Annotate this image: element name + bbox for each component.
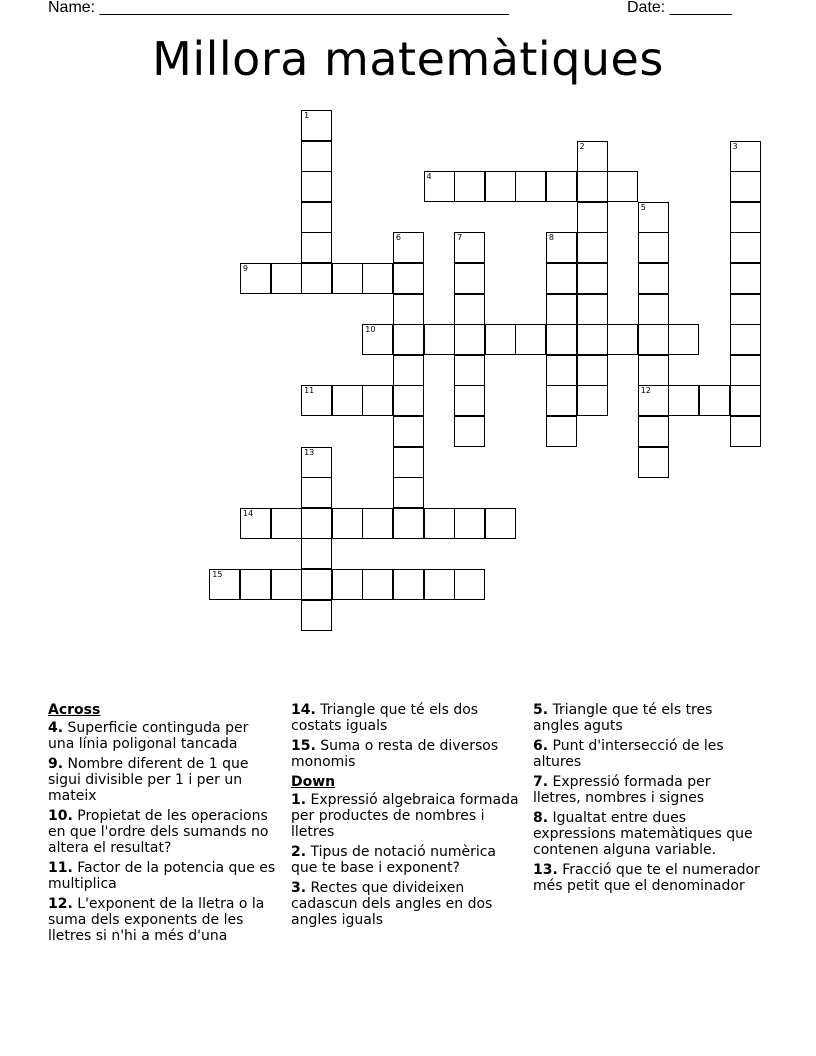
- clue-across-10: [48, 808, 276, 856]
- crossword-cell[interactable]: [301, 538, 332, 569]
- clue-number: 15.: [291, 738, 316, 754]
- crossword-cell[interactable]: [454, 294, 485, 325]
- crossword-cell[interactable]: [485, 324, 516, 355]
- cell-number: 6: [395, 233, 401, 243]
- cell-number: 3: [732, 141, 738, 151]
- clue-number: 9.: [48, 756, 64, 772]
- crossword-cell[interactable]: [546, 232, 577, 263]
- clue-number: 1.: [291, 792, 307, 808]
- crossword-cell[interactable]: [393, 477, 424, 508]
- crossword-cell[interactable]: [638, 324, 669, 355]
- cell-number: 7: [457, 233, 463, 243]
- crossword-cell[interactable]: [699, 385, 730, 416]
- crossword-cell[interactable]: [546, 171, 577, 202]
- crossword-cell[interactable]: [301, 110, 332, 141]
- clue-across-12: [48, 896, 276, 944]
- crossword-cell[interactable]: [301, 508, 332, 539]
- crossword-cell[interactable]: [638, 355, 669, 386]
- crossword-cell[interactable]: [301, 263, 332, 294]
- crossword-cell[interactable]: [332, 508, 363, 539]
- cell-number: 14: [242, 508, 254, 518]
- crossword-cell[interactable]: [546, 385, 577, 416]
- crossword-cell[interactable]: [730, 141, 761, 172]
- clue-number: 8.: [533, 810, 549, 826]
- crossword-cell[interactable]: [577, 324, 608, 355]
- crossword-cell[interactable]: [362, 385, 393, 416]
- crossword-cell[interactable]: [638, 263, 669, 294]
- clue-down-8: [533, 810, 761, 858]
- clue-across-4: [48, 720, 276, 752]
- crossword-cell[interactable]: [577, 171, 608, 202]
- crossword-cell[interactable]: [607, 324, 638, 355]
- crossword-cell[interactable]: [730, 171, 761, 202]
- crossword-cell[interactable]: [301, 385, 332, 416]
- clue-down-7: [533, 774, 761, 806]
- crossword-cell[interactable]: [515, 324, 546, 355]
- page-title: Millora matemàtiques: [152, 32, 664, 86]
- crossword-cell[interactable]: [730, 324, 761, 355]
- crossword-cell[interactable]: [638, 385, 669, 416]
- crossword-cell[interactable]: [546, 263, 577, 294]
- clue-number: 5.: [533, 702, 549, 718]
- clue-text: Fracció que te el numerador més petit que el denominador: [533, 862, 760, 894]
- clue-text: Propietat de les operacions en que l'ordre dels sumands no altera el resultat?: [48, 808, 269, 856]
- crossword-cell[interactable]: [577, 355, 608, 386]
- cell-number: 8: [548, 233, 554, 243]
- clue-text: Triangle que té els tres angles aguts: [533, 702, 713, 734]
- clue-number: 14.: [291, 702, 316, 718]
- crossword-cell[interactable]: [577, 385, 608, 416]
- crossword-cell[interactable]: [362, 569, 393, 600]
- crossword-cell[interactable]: [546, 416, 577, 447]
- crossword-cell[interactable]: [271, 569, 302, 600]
- crossword-cell[interactable]: [638, 447, 669, 478]
- crossword-cell[interactable]: [393, 324, 424, 355]
- cell-number: 9: [242, 264, 248, 273]
- crossword-cell[interactable]: [301, 202, 332, 233]
- crossword-cell[interactable]: [393, 569, 424, 600]
- crossword-cell[interactable]: [485, 171, 516, 202]
- clue-across-14: [291, 702, 519, 734]
- clue-across-9: [48, 756, 276, 804]
- crossword-cell[interactable]: [730, 294, 761, 325]
- clue-number: 13.: [533, 862, 558, 878]
- crossword-cell[interactable]: [393, 355, 424, 386]
- crossword-cell[interactable]: [240, 569, 271, 600]
- down-heading: Down: [291, 774, 336, 790]
- crossword-cell[interactable]: [271, 263, 302, 294]
- crossword-cell[interactable]: [638, 232, 669, 263]
- clue-text: Rectes que divideixen cadascun dels angles en dos angles iguals: [291, 880, 493, 928]
- clue-down-3: [291, 880, 519, 928]
- cell-number: 4: [426, 172, 432, 182]
- crossword-cell[interactable]: [424, 171, 455, 202]
- crossword-cell[interactable]: [393, 385, 424, 416]
- crossword-cell[interactable]: [424, 324, 455, 355]
- crossword-cell[interactable]: [454, 569, 485, 600]
- crossword-cell[interactable]: [332, 263, 363, 294]
- clue-number: 4.: [48, 720, 64, 736]
- crossword-cell[interactable]: [209, 569, 240, 600]
- crossword-cell[interactable]: [362, 324, 393, 355]
- crossword-cell[interactable]: [271, 508, 302, 539]
- crossword-cell[interactable]: [546, 294, 577, 325]
- crossword-cell[interactable]: [301, 600, 332, 631]
- crossword-cell[interactable]: [393, 416, 424, 447]
- cell-number: 13: [304, 447, 315, 457]
- crossword-cell[interactable]: [393, 447, 424, 478]
- crossword-cell[interactable]: [638, 202, 669, 233]
- clue-text: Expressió formada per lletres, nombres i signes: [533, 774, 711, 806]
- clue-text: Expressió algebraica formada per productes de nombres i lletres: [291, 792, 519, 840]
- crossword-cell[interactable]: [332, 385, 363, 416]
- clues-column-2: [291, 702, 519, 932]
- crossword-cell[interactable]: [454, 385, 485, 416]
- crossword-cell[interactable]: [577, 294, 608, 325]
- crossword-cell[interactable]: [730, 355, 761, 386]
- crossword-cell[interactable]: [577, 263, 608, 294]
- crossword-cell[interactable]: [730, 232, 761, 263]
- across-heading: Across: [48, 702, 101, 718]
- clue-text: Igualtat entre dues expressions matemàtiques que contenen alguna variable.: [533, 810, 753, 858]
- crossword-cell[interactable]: [362, 263, 393, 294]
- cell-number: 5: [640, 202, 646, 212]
- cell-number: 10: [365, 325, 376, 335]
- crossword-cell[interactable]: [332, 569, 363, 600]
- clue-text: Factor de la potencia que es multiplica: [48, 860, 276, 892]
- clue-number: 6.: [533, 738, 549, 754]
- clue-text: Nombre diferent de 1 que sigui divisible per 1 i per un mateix: [48, 756, 249, 804]
- clue-text: Superficie continguda per una línia poligonal tancada: [48, 720, 249, 752]
- cell-number: 12: [640, 386, 651, 396]
- crossword-cell[interactable]: [240, 263, 271, 294]
- crossword-cell[interactable]: [240, 508, 271, 539]
- crossword-cell[interactable]: [730, 385, 761, 416]
- clue-down-6: [533, 738, 761, 770]
- crossword-cell[interactable]: [577, 202, 608, 233]
- crossword-cell[interactable]: [301, 447, 332, 478]
- clue-down-13: [533, 862, 761, 894]
- crossword-cell[interactable]: [301, 569, 332, 600]
- clue-number: 3.: [291, 880, 307, 896]
- crossword-cell[interactable]: [638, 294, 669, 325]
- clue-text: Triangle que té els dos costats iguals: [291, 702, 479, 734]
- crossword-cell[interactable]: [730, 263, 761, 294]
- crossword-cell[interactable]: [454, 508, 485, 539]
- clue-text: L'exponent de la lletra o la suma dels exponents de les lletres si n'hi a més d'una: [48, 896, 265, 944]
- clue-number: 10.: [48, 808, 73, 824]
- crossword-cell[interactable]: [424, 569, 455, 600]
- clue-number: 2.: [291, 844, 307, 860]
- clue-number: 12.: [48, 896, 73, 912]
- crossword-cell[interactable]: [730, 416, 761, 447]
- crossword-cell[interactable]: [607, 171, 638, 202]
- crossword-cell[interactable]: [393, 263, 424, 294]
- crossword-cell[interactable]: [301, 477, 332, 508]
- clue-down-2: [291, 844, 519, 876]
- clue-number: 7.: [533, 774, 549, 790]
- crossword-cell[interactable]: [638, 416, 669, 447]
- crossword-cell[interactable]: [454, 232, 485, 263]
- name-field: Name: ______________________________________________: [48, 0, 509, 16]
- crossword-cell[interactable]: [515, 171, 546, 202]
- crossword-cell[interactable]: [301, 171, 332, 202]
- clue-text: Tipus de notació numèrica que te base i exponent?: [291, 844, 497, 876]
- crossword-cell[interactable]: [454, 263, 485, 294]
- crossword-cell[interactable]: [546, 324, 577, 355]
- clue-number: 11.: [48, 860, 73, 876]
- crossword-cell[interactable]: [454, 355, 485, 386]
- crossword-cell[interactable]: [393, 294, 424, 325]
- crossword-cell[interactable]: [668, 385, 699, 416]
- crossword-cell[interactable]: [577, 141, 608, 172]
- clues-column-3: [533, 702, 761, 898]
- crossword-cell[interactable]: [424, 508, 455, 539]
- clue-across-11: [48, 860, 276, 892]
- crossword-cell[interactable]: [730, 202, 761, 233]
- clue-down-5: [533, 702, 761, 734]
- clue-text: Suma o resta de diversos monomis: [291, 738, 499, 770]
- cell-number: 1: [304, 111, 310, 120]
- cell-number: 11: [304, 386, 315, 396]
- crossword-cell[interactable]: [301, 232, 332, 263]
- crossword-cell[interactable]: [668, 324, 699, 355]
- crossword-cell[interactable]: [393, 508, 424, 539]
- date-field: Date: _______: [627, 0, 732, 16]
- crossword-cell[interactable]: [454, 171, 485, 202]
- cell-number: 15: [212, 570, 223, 579]
- crossword-cell[interactable]: [454, 416, 485, 447]
- clue-down-1: [291, 792, 519, 840]
- clue-across-15: [291, 738, 519, 770]
- clues-column-1: [48, 702, 276, 948]
- crossword-cell[interactable]: [301, 141, 332, 172]
- clue-text: Punt d'intersecció de les altures: [533, 738, 724, 770]
- crossword-cell[interactable]: [362, 508, 393, 539]
- crossword-cell[interactable]: [546, 355, 577, 386]
- crossword-cell[interactable]: [485, 508, 516, 539]
- crossword-cell[interactable]: [577, 232, 608, 263]
- crossword-cell[interactable]: [454, 324, 485, 355]
- crossword-cell[interactable]: [393, 232, 424, 263]
- cell-number: 2: [579, 141, 585, 151]
